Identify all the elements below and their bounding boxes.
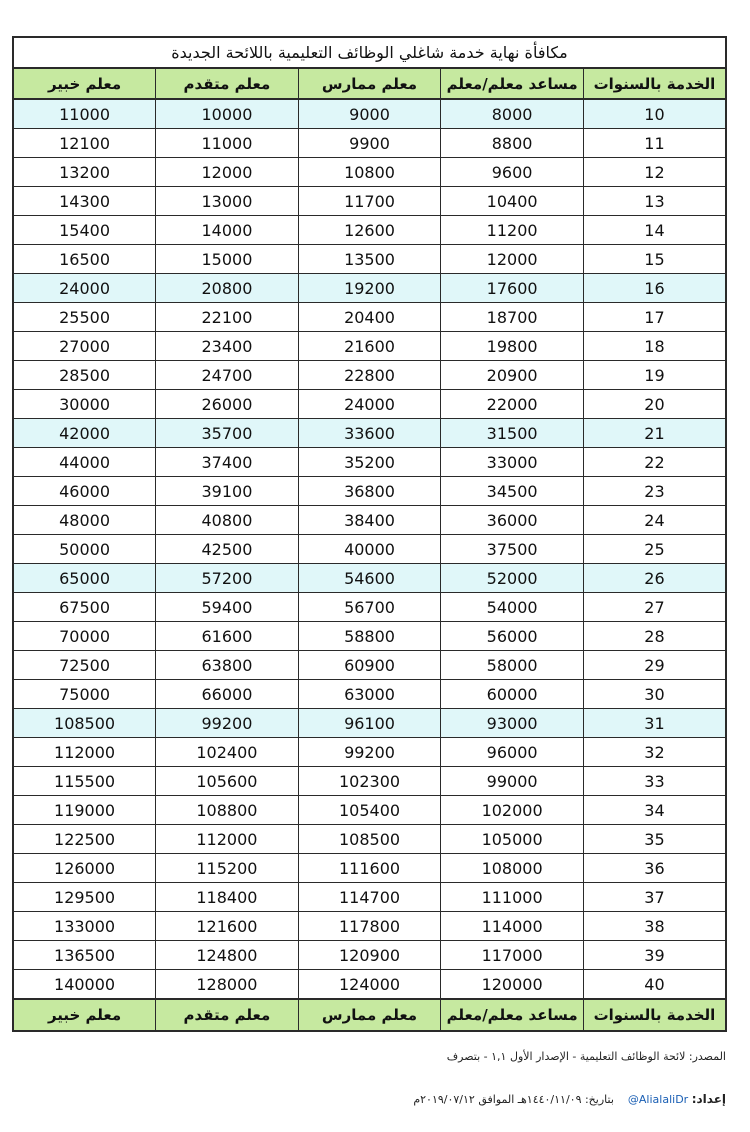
credit-date: بتاريخ: ١٤٤٠/١١/٠٩هـ الموافق ٢٠١٩/٠٧/١٢م (413, 1093, 614, 1106)
cell-advanced: 105600 (156, 767, 299, 796)
cell-advanced: 26000 (156, 390, 299, 419)
cell-years: 23 (583, 477, 726, 506)
cell-assistant: 8800 (441, 129, 584, 158)
cell-expert: 112000 (13, 738, 156, 767)
cell-years: 22 (583, 448, 726, 477)
reward-table-container (12, 36, 727, 1032)
cell-practitioner: 58800 (298, 622, 441, 651)
footer-years: الخدمة بالسنوات (583, 999, 726, 1031)
cell-advanced: 24700 (156, 361, 299, 390)
cell-years: 26 (583, 564, 726, 593)
cell-assistant: 117000 (441, 941, 584, 970)
cell-expert: 126000 (13, 854, 156, 883)
cell-advanced: 35700 (156, 419, 299, 448)
cell-expert: 122500 (13, 825, 156, 854)
cell-assistant: 19800 (441, 332, 584, 361)
cell-expert: 119000 (13, 796, 156, 825)
cell-years: 10 (583, 99, 726, 129)
cell-years: 35 (583, 825, 726, 854)
cell-advanced: 61600 (156, 622, 299, 651)
table-row (13, 216, 726, 245)
table-row (13, 274, 726, 303)
cell-assistant: 108000 (441, 854, 584, 883)
credit-label: إعداد: (691, 1092, 726, 1106)
cell-assistant: 37500 (441, 535, 584, 564)
cell-assistant: 56000 (441, 622, 584, 651)
cell-expert: 108500 (13, 709, 156, 738)
header-advanced-teacher: معلم متقدم (156, 68, 299, 99)
cell-years: 25 (583, 535, 726, 564)
cell-expert: 25500 (13, 303, 156, 332)
table-row (13, 854, 726, 883)
header-years: الخدمة بالسنوات (583, 68, 726, 99)
cell-advanced: 40800 (156, 506, 299, 535)
table-body (13, 99, 726, 999)
cell-assistant: 58000 (441, 651, 584, 680)
cell-expert: 12100 (13, 129, 156, 158)
table-row (13, 506, 726, 535)
cell-years: 34 (583, 796, 726, 825)
cell-advanced: 63800 (156, 651, 299, 680)
cell-assistant: 114000 (441, 912, 584, 941)
table-row (13, 651, 726, 680)
cell-years: 29 (583, 651, 726, 680)
cell-advanced: 13000 (156, 187, 299, 216)
table-row (13, 883, 726, 912)
cell-assistant: 105000 (441, 825, 584, 854)
cell-expert: 11000 (13, 99, 156, 129)
cell-years: 39 (583, 941, 726, 970)
table-row (13, 245, 726, 274)
cell-assistant: 111000 (441, 883, 584, 912)
cell-years: 21 (583, 419, 726, 448)
cell-years: 19 (583, 361, 726, 390)
cell-expert: 16500 (13, 245, 156, 274)
cell-advanced: 128000 (156, 970, 299, 1000)
cell-expert: 28500 (13, 361, 156, 390)
author-handle[interactable]: @AlialaliDr (627, 1093, 689, 1106)
cell-expert: 133000 (13, 912, 156, 941)
cell-practitioner: 99200 (298, 738, 441, 767)
cell-assistant: 34500 (441, 477, 584, 506)
cell-practitioner: 13500 (298, 245, 441, 274)
cell-advanced: 108800 (156, 796, 299, 825)
table-row (13, 332, 726, 361)
cell-advanced: 59400 (156, 593, 299, 622)
cell-years: 32 (583, 738, 726, 767)
footer-row (13, 999, 726, 1031)
cell-assistant: 12000 (441, 245, 584, 274)
cell-practitioner: 102300 (298, 767, 441, 796)
footer-advanced-teacher: معلم متقدم (156, 999, 299, 1031)
cell-expert: 27000 (13, 332, 156, 361)
table-row (13, 912, 726, 941)
table-row (13, 622, 726, 651)
cell-years: 40 (583, 970, 726, 1000)
cell-assistant: 93000 (441, 709, 584, 738)
cell-practitioner: 33600 (298, 419, 441, 448)
cell-years: 24 (583, 506, 726, 535)
table-title: مكافأة نهاية خدمة شاغلي الوظائف التعليمية باللائحة الجديدة (13, 37, 726, 68)
cell-years: 20 (583, 390, 726, 419)
title-row (13, 37, 726, 68)
cell-advanced: 121600 (156, 912, 299, 941)
cell-assistant: 22000 (441, 390, 584, 419)
cell-years: 15 (583, 245, 726, 274)
cell-expert: 48000 (13, 506, 156, 535)
cell-assistant: 9600 (441, 158, 584, 187)
table-row (13, 535, 726, 564)
cell-expert: 30000 (13, 390, 156, 419)
cell-expert: 136500 (13, 941, 156, 970)
table-row (13, 767, 726, 796)
cell-years: 14 (583, 216, 726, 245)
cell-expert: 44000 (13, 448, 156, 477)
cell-practitioner: 54600 (298, 564, 441, 593)
cell-advanced: 99200 (156, 709, 299, 738)
table-row (13, 709, 726, 738)
cell-practitioner: 35200 (298, 448, 441, 477)
cell-assistant: 54000 (441, 593, 584, 622)
cell-years: 11 (583, 129, 726, 158)
table-row (13, 593, 726, 622)
table-row (13, 448, 726, 477)
cell-practitioner: 108500 (298, 825, 441, 854)
table-row (13, 941, 726, 970)
cell-years: 36 (583, 854, 726, 883)
cell-assistant: 10400 (441, 187, 584, 216)
cell-practitioner: 21600 (298, 332, 441, 361)
cell-advanced: 12000 (156, 158, 299, 187)
header-practitioner-teacher: معلم ممارس (298, 68, 441, 99)
cell-assistant: 99000 (441, 767, 584, 796)
cell-years: 31 (583, 709, 726, 738)
table-row (13, 361, 726, 390)
cell-advanced: 37400 (156, 448, 299, 477)
cell-practitioner: 56700 (298, 593, 441, 622)
cell-practitioner: 11700 (298, 187, 441, 216)
cell-practitioner: 124000 (298, 970, 441, 1000)
cell-years: 27 (583, 593, 726, 622)
cell-expert: 129500 (13, 883, 156, 912)
cell-practitioner: 22800 (298, 361, 441, 390)
cell-expert: 42000 (13, 419, 156, 448)
cell-practitioner: 36800 (298, 477, 441, 506)
cell-assistant: 11200 (441, 216, 584, 245)
cell-expert: 13200 (13, 158, 156, 187)
cell-assistant: 102000 (441, 796, 584, 825)
cell-practitioner: 117800 (298, 912, 441, 941)
cell-expert: 14300 (13, 187, 156, 216)
cell-practitioner: 9000 (298, 99, 441, 129)
cell-practitioner: 24000 (298, 390, 441, 419)
header-row (13, 68, 726, 99)
header-expert-teacher: معلم خبير (13, 68, 156, 99)
footer-practitioner-teacher: معلم ممارس (298, 999, 441, 1031)
cell-expert: 72500 (13, 651, 156, 680)
end-of-service-reward-table (12, 36, 727, 1032)
cell-practitioner: 12600 (298, 216, 441, 245)
cell-advanced: 22100 (156, 303, 299, 332)
table-row (13, 564, 726, 593)
cell-advanced: 124800 (156, 941, 299, 970)
table-row (13, 390, 726, 419)
cell-expert: 50000 (13, 535, 156, 564)
footer-expert-teacher: معلم خبير (13, 999, 156, 1031)
cell-years: 38 (583, 912, 726, 941)
cell-practitioner: 10800 (298, 158, 441, 187)
table-row (13, 680, 726, 709)
cell-advanced: 57200 (156, 564, 299, 593)
table-row (13, 129, 726, 158)
cell-years: 37 (583, 883, 726, 912)
cell-practitioner: 114700 (298, 883, 441, 912)
cell-assistant: 17600 (441, 274, 584, 303)
cell-assistant: 60000 (441, 680, 584, 709)
cell-practitioner: 111600 (298, 854, 441, 883)
table-row (13, 187, 726, 216)
table-row (13, 99, 726, 129)
table-row (13, 419, 726, 448)
table-row (13, 477, 726, 506)
cell-practitioner: 38400 (298, 506, 441, 535)
cell-advanced: 118400 (156, 883, 299, 912)
cell-advanced: 115200 (156, 854, 299, 883)
cell-advanced: 11000 (156, 129, 299, 158)
cell-expert: 75000 (13, 680, 156, 709)
cell-expert: 24000 (13, 274, 156, 303)
cell-expert: 70000 (13, 622, 156, 651)
cell-assistant: 8000 (441, 99, 584, 129)
table-row (13, 825, 726, 854)
cell-practitioner: 105400 (298, 796, 441, 825)
cell-practitioner: 63000 (298, 680, 441, 709)
cell-assistant: 20900 (441, 361, 584, 390)
cell-years: 30 (583, 680, 726, 709)
table-row (13, 738, 726, 767)
cell-assistant: 31500 (441, 419, 584, 448)
cell-assistant: 33000 (441, 448, 584, 477)
cell-practitioner: 60900 (298, 651, 441, 680)
cell-years: 12 (583, 158, 726, 187)
cell-expert: 65000 (13, 564, 156, 593)
cell-years: 18 (583, 332, 726, 361)
source-note: المصدر: لائحة الوظائف التعليمية - الإصدار الأول ١,١ - بتصرف (446, 1050, 726, 1063)
cell-assistant: 18700 (441, 303, 584, 332)
cell-expert: 115500 (13, 767, 156, 796)
credit-line (413, 1092, 726, 1106)
cell-years: 28 (583, 622, 726, 651)
cell-advanced: 15000 (156, 245, 299, 274)
cell-advanced: 66000 (156, 680, 299, 709)
cell-years: 17 (583, 303, 726, 332)
cell-practitioner: 9900 (298, 129, 441, 158)
cell-practitioner: 20400 (298, 303, 441, 332)
cell-advanced: 102400 (156, 738, 299, 767)
cell-practitioner: 96100 (298, 709, 441, 738)
cell-assistant: 52000 (441, 564, 584, 593)
cell-expert: 15400 (13, 216, 156, 245)
table-row (13, 158, 726, 187)
cell-practitioner: 120900 (298, 941, 441, 970)
table-row (13, 796, 726, 825)
header-assistant-teacher: مساعد معلم/معلم (441, 68, 584, 99)
cell-practitioner: 40000 (298, 535, 441, 564)
cell-advanced: 112000 (156, 825, 299, 854)
cell-expert: 46000 (13, 477, 156, 506)
cell-years: 33 (583, 767, 726, 796)
cell-advanced: 42500 (156, 535, 299, 564)
cell-expert: 67500 (13, 593, 156, 622)
cell-assistant: 96000 (441, 738, 584, 767)
cell-advanced: 23400 (156, 332, 299, 361)
cell-years: 13 (583, 187, 726, 216)
footer-assistant-teacher: مساعد معلم/معلم (441, 999, 584, 1031)
cell-years: 16 (583, 274, 726, 303)
cell-assistant: 120000 (441, 970, 584, 1000)
table-row (13, 303, 726, 332)
table-row (13, 970, 726, 1000)
cell-advanced: 10000 (156, 99, 299, 129)
cell-advanced: 14000 (156, 216, 299, 245)
cell-practitioner: 19200 (298, 274, 441, 303)
cell-assistant: 36000 (441, 506, 584, 535)
cell-advanced: 39100 (156, 477, 299, 506)
cell-advanced: 20800 (156, 274, 299, 303)
cell-expert: 140000 (13, 970, 156, 1000)
